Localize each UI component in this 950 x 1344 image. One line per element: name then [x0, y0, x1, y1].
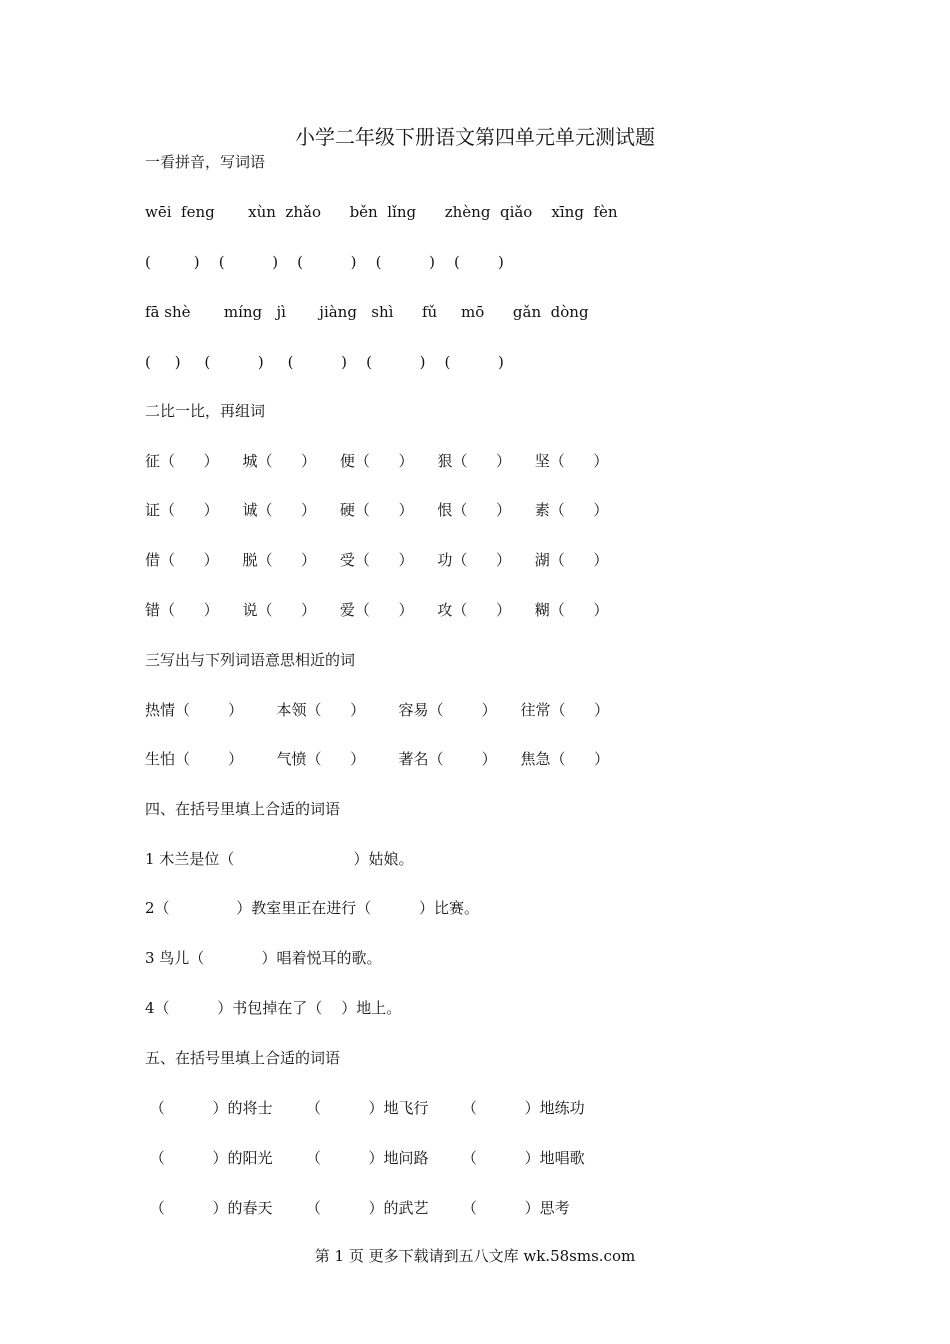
- section-4-heading: 四、在括号里填上合适的词语: [145, 800, 341, 818]
- section-2-heading: 二比一比，再组词: [145, 402, 266, 420]
- pinyin-row-1: wēi feng xùn zhǎo běn lǐng zhèng qiǎo xīng fèn: [145, 203, 618, 221]
- synonym-row-1: 热情（ ） 本领（ ） 容易（ ） 往常（ ）: [145, 701, 610, 719]
- pinyin-row-2: fā shè míng jì jiàng shì fǔ mō gǎn dòng: [145, 303, 589, 321]
- compare-row-3: 借（ ） 脱（ ） 受（ ） 功（ ） 湖（ ）: [145, 551, 609, 569]
- fill-sentence-1: 1 木兰是位（ ）姑娘。: [145, 850, 414, 868]
- blank-row-1: ( ) ( ) ( ) ( ) ( ): [145, 253, 504, 271]
- blank-row-2: ( ) ( ) ( ) ( ) ( ): [145, 353, 504, 371]
- section-5-heading: 五、在括号里填上合适的词语: [145, 1049, 341, 1067]
- compare-row-4: 错（ ） 说（ ） 爱（ ） 攻（ ） 糊（ ）: [145, 601, 609, 619]
- page-footer: 第 1 页 更多下载请到五八文库 wk.58sms.com: [314, 1247, 636, 1265]
- compare-row-1: 征（ ） 城（ ） 便（ ） 狠（ ） 坚（ ）: [145, 452, 609, 470]
- fill-sentence-4: 4（ ）书包掉在了（ ）地上。: [145, 999, 402, 1017]
- fill-sentence-3: 3 鸟儿（ ）唱着悦耳的歌。: [145, 949, 382, 967]
- compare-row-2: 证（ ） 诚（ ） 硬（ ） 恨（ ） 素（ ）: [145, 501, 609, 519]
- fill-sentence-2: 2（ ）教室里正在进行（ ）比赛。: [145, 899, 479, 917]
- section-1-heading: 一看拼音，写词语: [145, 153, 266, 171]
- section-3-heading: 三写出与下列词语意思相近的词: [145, 651, 356, 669]
- phrase-row-1: （ ）的将士 （ ）地飞行 （ ）地练功: [145, 1099, 585, 1117]
- synonym-row-2: 生怕（ ） 气愤（ ） 著名（ ） 焦急（ ）: [145, 750, 610, 768]
- phrase-row-2: （ ）的阳光 （ ）地问路 （ ）地唱歌: [145, 1149, 585, 1167]
- page-title: 小学二年级下册语文第四单元单元测试题: [295, 125, 655, 149]
- phrase-row-3: （ ）的春天 （ ）的武艺 （ ）思考: [145, 1199, 570, 1217]
